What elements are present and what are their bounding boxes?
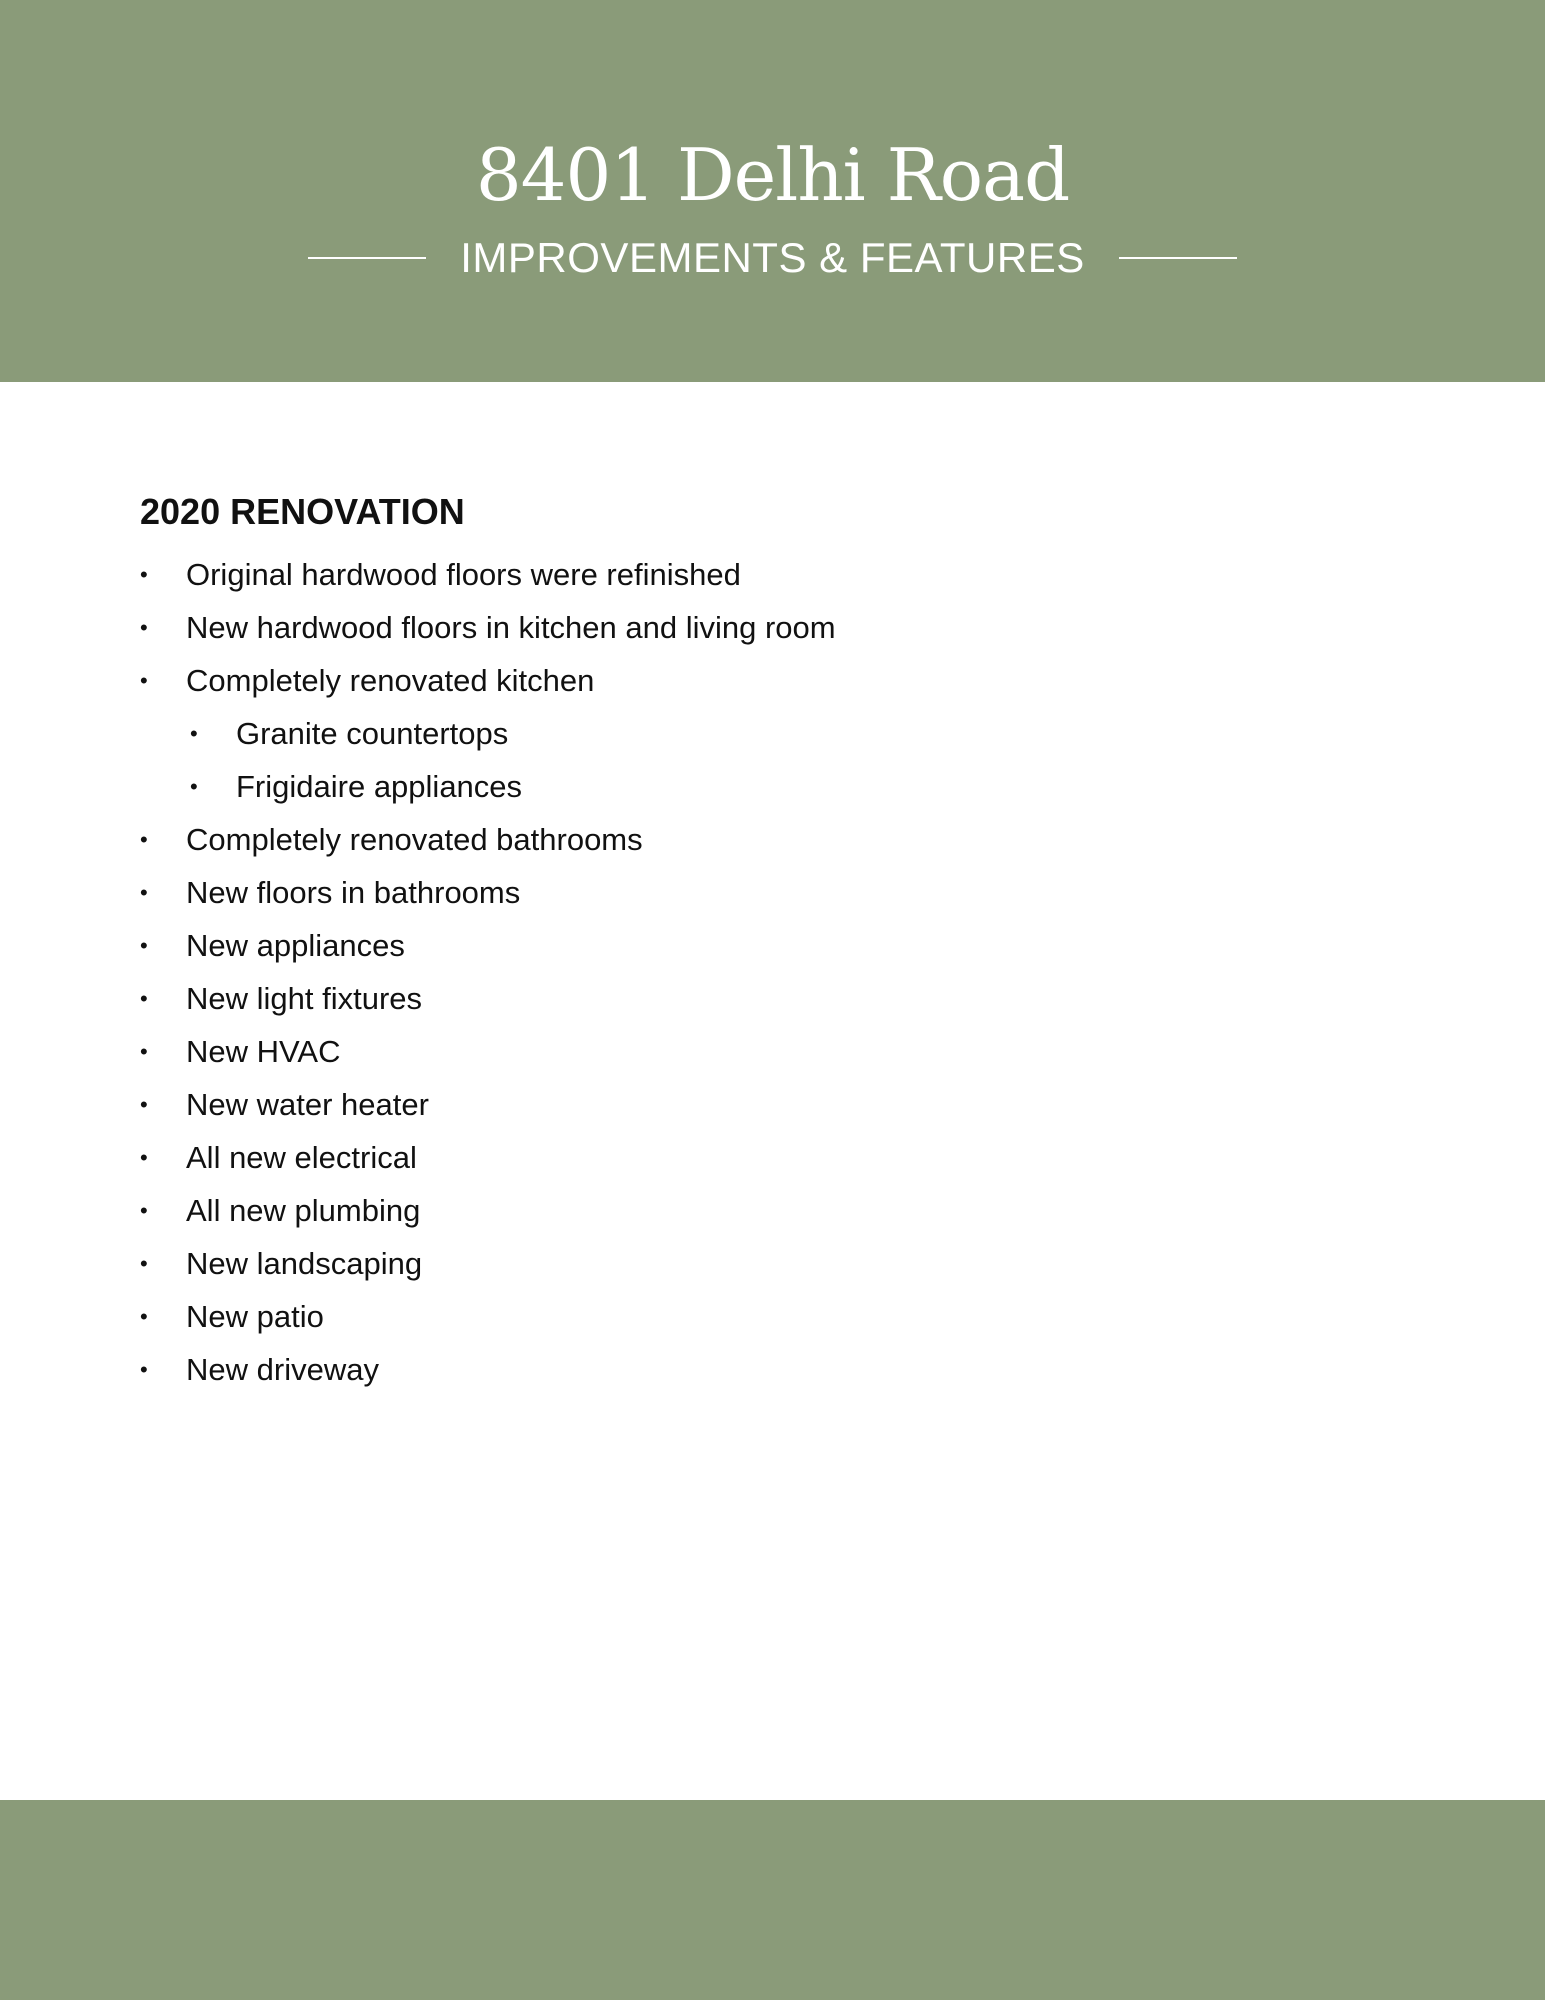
list-item-text: New appliances — [186, 928, 405, 963]
header-band — [0, 0, 1545, 382]
bullet-icon: • — [140, 986, 148, 1011]
list-item-text: New light fixtures — [186, 981, 423, 1016]
page-subtitle: IMPROVEMENTS & FEATURES — [460, 234, 1085, 281]
list-item-text: Completely renovated bathrooms — [186, 822, 643, 857]
list-item — [140, 1343, 1340, 1396]
list-item — [140, 866, 1340, 919]
list-item — [140, 654, 1340, 707]
left-divider — [308, 257, 426, 259]
bullet-icon: • — [140, 1357, 148, 1382]
list-item — [140, 919, 1340, 972]
list-item-text: New driveway — [186, 1352, 379, 1387]
list-item-text: New water heater — [186, 1087, 429, 1122]
list-item-text: New landscaping — [186, 1246, 423, 1281]
list-item — [140, 1078, 1340, 1131]
list-item — [140, 1237, 1340, 1290]
bullet-icon: • — [140, 933, 148, 958]
bullet-icon: • — [140, 562, 148, 587]
bullet-icon: • — [140, 827, 148, 852]
bullet-icon: • — [190, 721, 198, 746]
list-item-text: New hardwood floors in kitchen and living room — [186, 610, 836, 645]
sub-list-item — [140, 707, 1340, 760]
section-heading: 2020 RENOVATION — [140, 491, 465, 532]
bullet-icon: • — [140, 1251, 148, 1276]
page-title: 8401 Delhi Road — [475, 133, 1070, 217]
list-item — [140, 1025, 1340, 1078]
bullet-icon: • — [140, 615, 148, 640]
list-item-text: All new electrical — [186, 1140, 417, 1175]
bullet-icon: • — [140, 1198, 148, 1223]
list-item — [140, 548, 1340, 601]
bullet-icon: • — [140, 1092, 148, 1117]
bullet-icon: • — [140, 1304, 148, 1329]
feature-list — [140, 548, 1340, 1396]
bullet-icon: • — [140, 1039, 148, 1064]
bullet-icon: • — [140, 668, 148, 693]
list-item — [140, 1184, 1340, 1237]
list-item-text: New HVAC — [186, 1034, 341, 1069]
list-item — [140, 1131, 1340, 1184]
list-item — [140, 1290, 1340, 1343]
list-item-text: All new plumbing — [186, 1193, 421, 1228]
bullet-icon: • — [190, 774, 198, 799]
sub-list-item — [140, 760, 1340, 813]
footer-band — [0, 1800, 1545, 2000]
renovation-section — [140, 488, 1340, 1396]
list-item-text: New patio — [186, 1299, 324, 1334]
list-item — [140, 972, 1340, 1025]
right-divider — [1119, 257, 1237, 259]
list-item — [140, 601, 1340, 654]
list-item-text: New floors in bathrooms — [186, 875, 521, 910]
subtitle-row — [0, 230, 1545, 286]
list-item-text: Granite countertops — [236, 716, 509, 751]
bullet-icon: • — [140, 880, 148, 905]
bullet-icon: • — [140, 1145, 148, 1170]
list-item — [140, 813, 1340, 866]
list-item-text: Completely renovated kitchen — [186, 663, 595, 698]
list-item-text: Frigidaire appliances — [236, 769, 523, 804]
list-item-text: Original hardwood floors were refinished — [186, 557, 741, 592]
